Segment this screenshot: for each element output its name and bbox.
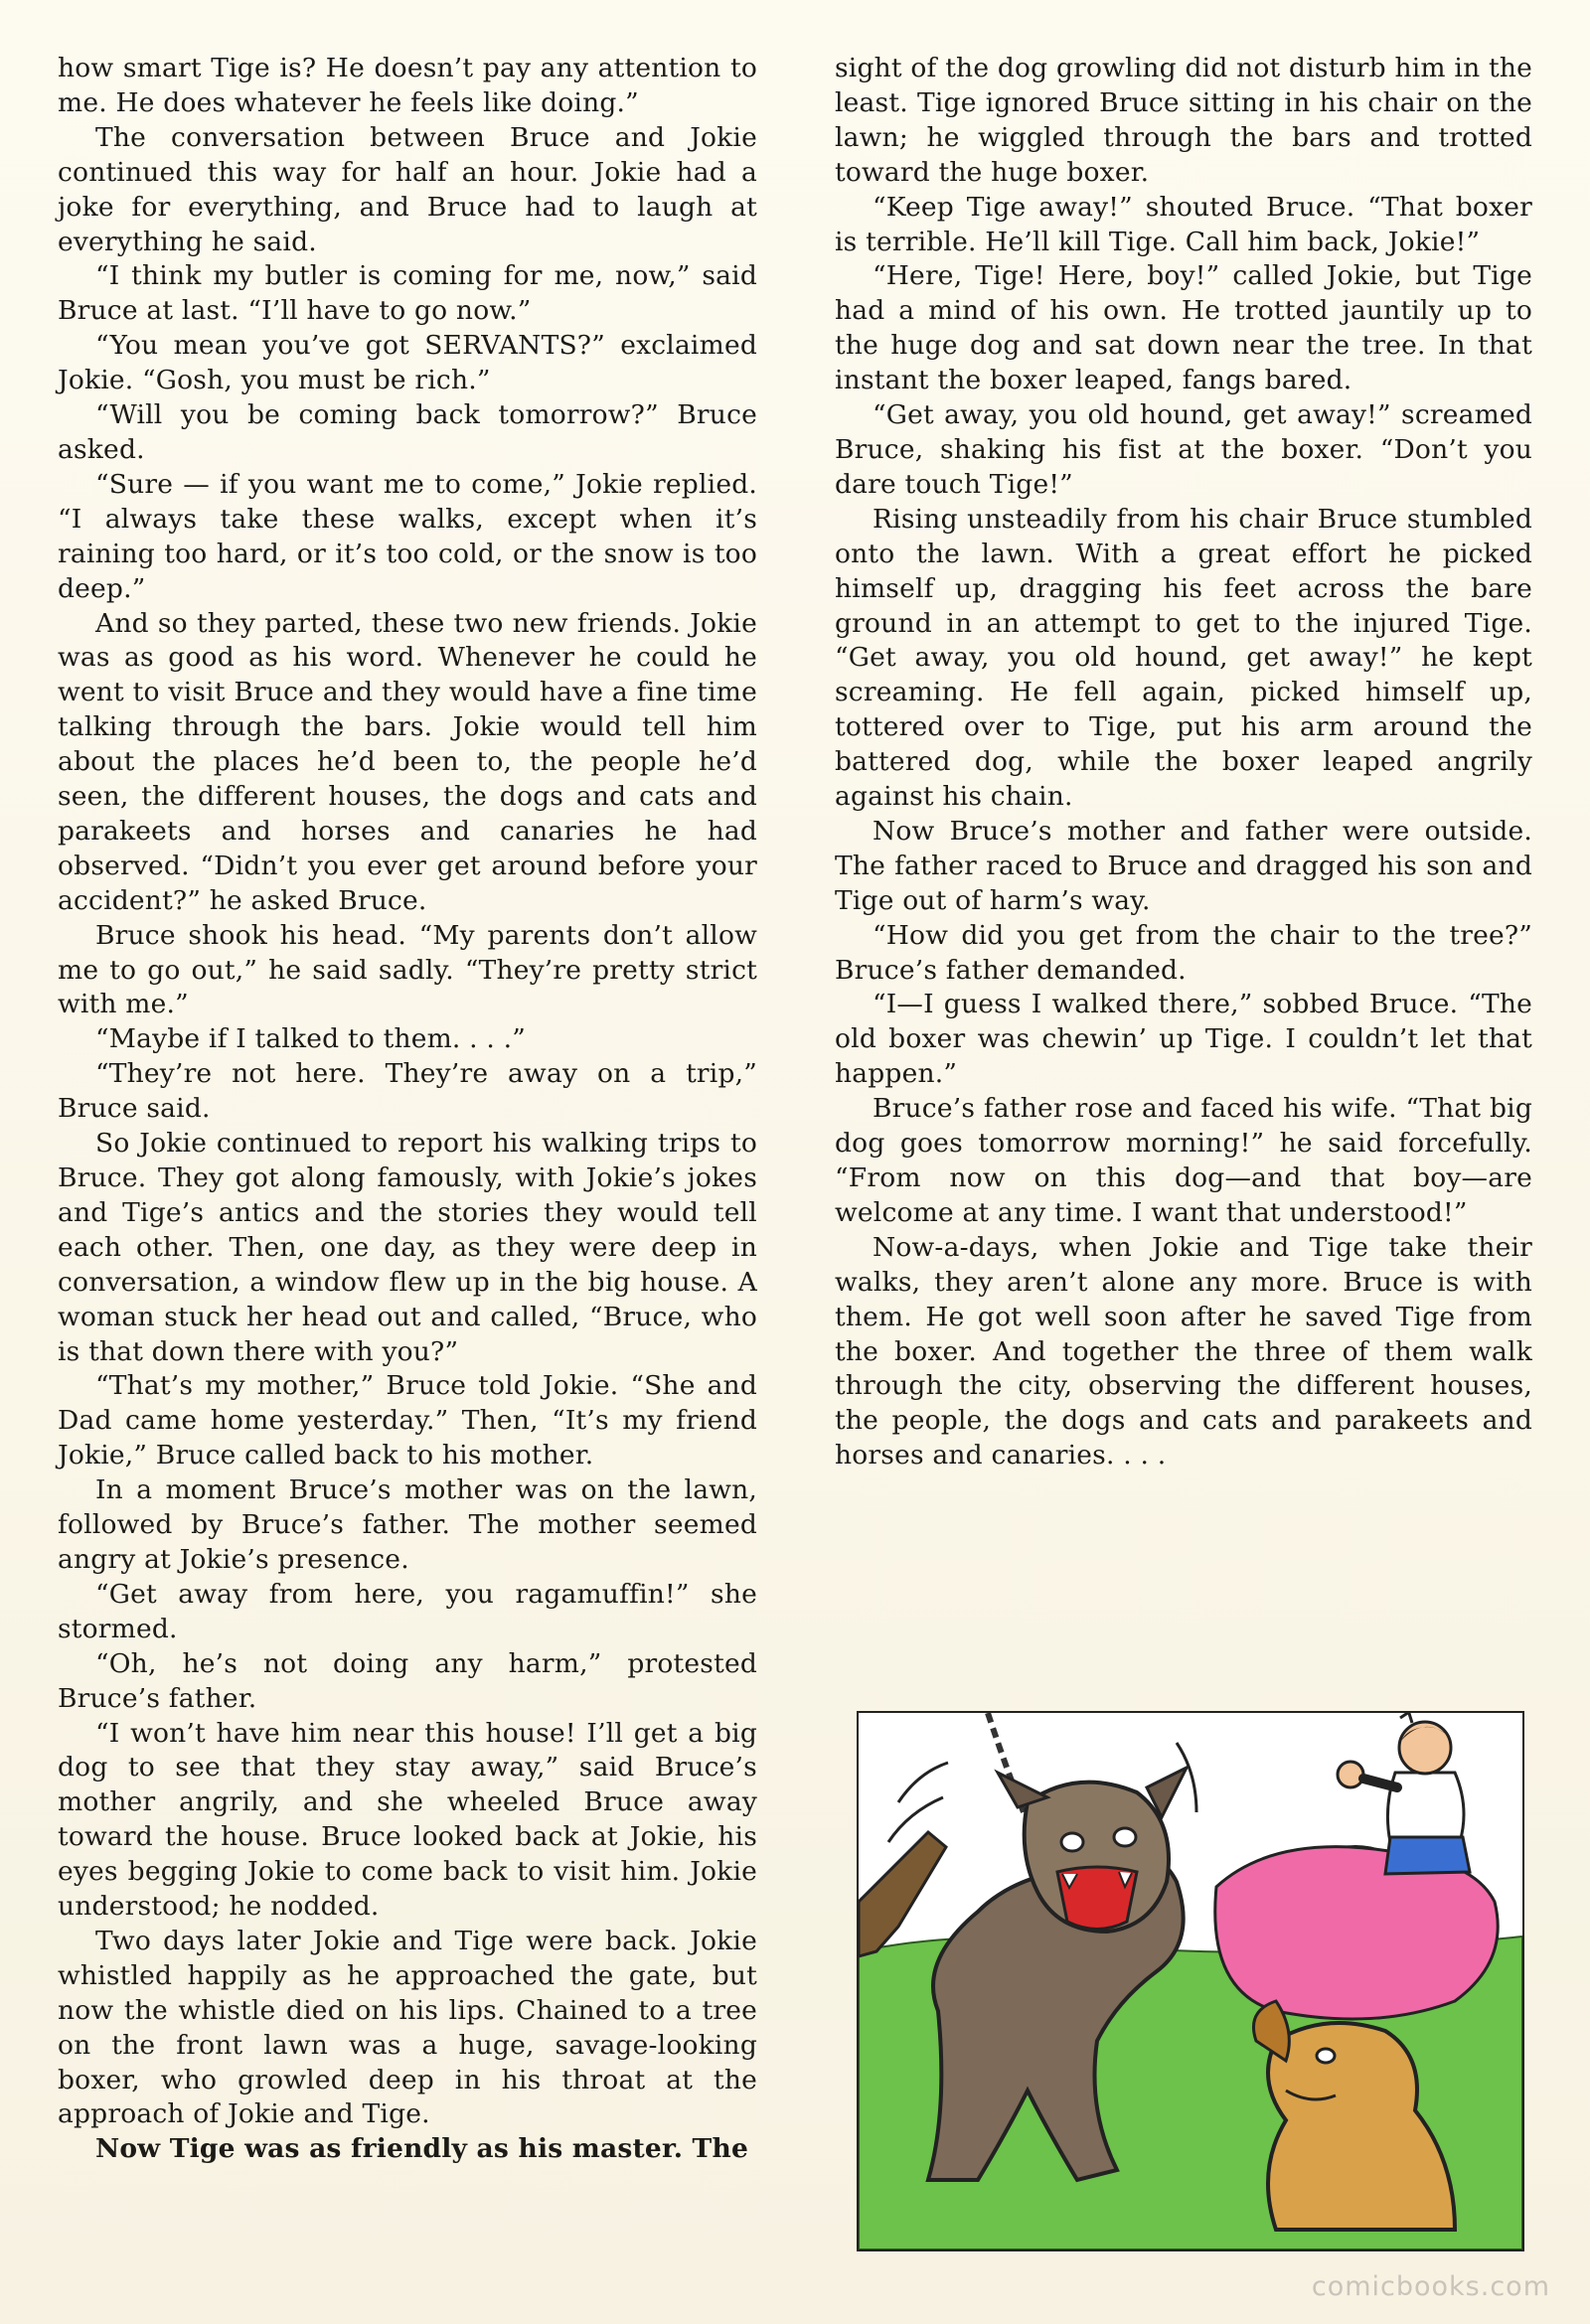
boy-pants xyxy=(1385,1837,1470,1874)
paragraph: “Maybe if I talked to them. . . .” xyxy=(95,1023,527,1055)
illustration-drawing xyxy=(859,1713,1522,2249)
paragraph: “They’re not here. They’re away on a trip,” Bruce said. xyxy=(58,1058,757,1125)
text-column-right xyxy=(835,52,1532,1473)
paragraph: Bruce shook his head. “My parents don’t allow me to go out,” he said sadly. “They’re pretty strict with me.” xyxy=(58,919,757,1020)
paragraph: “That’s my mother,” Bruce told Jokie. “She and Dad came home yesterday.” Then, “It’s my friend Jokie,” Bruce called back to his mother. xyxy=(58,1370,757,1472)
paragraph: “Keep Tige away!” shouted Bruce. “That boxer is terrible. He’ll kill Tige. Call him back, Jokie!” xyxy=(835,191,1532,257)
paragraph: “Oh, he’s not doing any harm,” protested Bruce’s father. xyxy=(58,1647,757,1714)
paragraph: Two days later Jokie and Tige were back. Jokie whistled happily as he approached the gate, but now the whistle died on his lips. Chained to a tree on the front lawn was a huge, savage-looking boxer, who growled deep in his throat at the approach of Jokie and Tige. xyxy=(58,1925,757,2130)
paragraph: So Jokie continued to report his walking trips to Bruce. They got along famously, with Jokie’s jokes and Tige’s antics and the stories they would tell each other. Then, one day, as they were deep in conversation, a window flew up in the big house. A woman stuck her head out and called, “Bruce, who is that down there with you?” xyxy=(58,1128,757,1367)
paragraph: Now Tige was as friendly as his master. The xyxy=(95,2133,749,2165)
paragraph: “Will you be coming back tomorrow?” Bruce asked. xyxy=(58,399,757,465)
paragraph: “Get away, you old hound, get away!” screamed Bruce, shaking his fist at the boxer. “Don’t you dare touch Tige!” xyxy=(835,399,1532,500)
paragraph: “Sure — if you want me to come,” Jokie replied. “I always take these walks, except when it’s raining too hard, or it’s too cold, or the snow is too deep.” xyxy=(58,468,757,604)
paragraph: In a moment Bruce’s mother was on the lawn, followed by Bruce’s father. The mother seemed angry at Jokie’s presence. xyxy=(58,1474,757,1575)
paragraph: “How did you get from the chair to the tree?” Bruce’s father demanded. xyxy=(835,919,1532,986)
paragraph: “I won’t have him near this house! I’ll get a big dog to see that they stay away,” said Bruce’s mother angrily, and she wheeled Bruce away toward the house. Bruce looked back at Jokie, his eyes begging Jokie to come back to visit him. Jokie understood; he nodded. xyxy=(58,1717,757,1923)
paragraph: “I think my butler is coming for me, now,” said Bruce at last. “I’ll have to go now.” xyxy=(58,260,757,327)
paragraph: “Get away from here, you ragamuffin!” she stormed. xyxy=(58,1578,757,1644)
paragraph: sight of the dog growling did not disturb him in the least. Tige ignored Bruce sitting in his chair on the lawn; he wiggled through the bars and trotted toward the huge boxer. xyxy=(835,53,1532,188)
paragraph: “You mean you’ve got SERVANTS?” exclaimed Jokie. “Gosh, you must be rich.” xyxy=(58,330,757,396)
watermark: comicbooks.com xyxy=(1311,2271,1550,2302)
boxer-eye-right xyxy=(1114,1828,1136,1846)
illustration-panel xyxy=(857,1711,1524,2251)
paragraph: Now-a-days, when Jokie and Tige take their walks, they aren’t alone any more. Bruce is with them. He got well soon after he saved Tige from the boxer. And together the three of them walk through the city, observing the different houses, the people, the dogs and cats and parakeets and horses and canaries. . . . xyxy=(835,1231,1532,1472)
paragraph: Bruce’s father rose and faced his wife. “That big dog goes tomorrow morning!” he said forcefully. “From now on this dog—and that boy—are welcome at any time. I want that understood!” xyxy=(835,1093,1532,1228)
tige-eye xyxy=(1317,2049,1335,2063)
boy-raised-fist xyxy=(1338,1762,1363,1787)
boy-head xyxy=(1399,1722,1451,1774)
boxer-eye-left xyxy=(1061,1833,1083,1851)
paragraph: “Here, Tige! Here, boy!” called Jokie, but Tige had a mind of his own. He trotted jauntily up to the huge dog and sat down near the tree. In that instant the boxer leaped, fangs bared. xyxy=(835,260,1532,396)
paragraph: And so they parted, these two new friends. Jokie was as good as his word. Whenever he could he went to visit Bruce and they would have a fine time talking through the bars. Jokie would tell him about the places he’d been to, the people he’d seen, the different houses, the dogs and cats and parakeets and horses and canaries he had observed. “Didn’t you ever get around before your accident?” he asked Bruce. xyxy=(58,607,757,916)
paragraph: The conversation between Bruce and Jokie continued this way for half an hour. Jokie had a joke for everything, and Bruce had to laugh at everything he said. xyxy=(58,121,757,257)
paragraph: Rising unsteadily from his chair Bruce stumbled onto the lawn. With a great effort he picked himself up, dragging his feet across the bare ground in an attempt to get to the injured Tige. “Get away, you old hound, get away!” he kept screaming. He fell again, picked himself up, tottered over to Tige, put his arm around the battered dog, while the boxer leaped angrily against his chain. xyxy=(835,503,1532,813)
paragraph: Now Bruce’s mother and father were outside. The father raced to Bruce and dragged his son and Tige out of harm’s way. xyxy=(835,815,1532,916)
paragraph: how smart Tige is? He doesn’t pay any attention to me. He does whatever he feels like doing.” xyxy=(58,53,757,118)
paragraph: “I—I guess I walked there,” sobbed Bruce. “The old boxer was chewin’ up Tige. I couldn’t let that happen.” xyxy=(835,989,1532,1090)
text-column-left xyxy=(58,52,757,2167)
